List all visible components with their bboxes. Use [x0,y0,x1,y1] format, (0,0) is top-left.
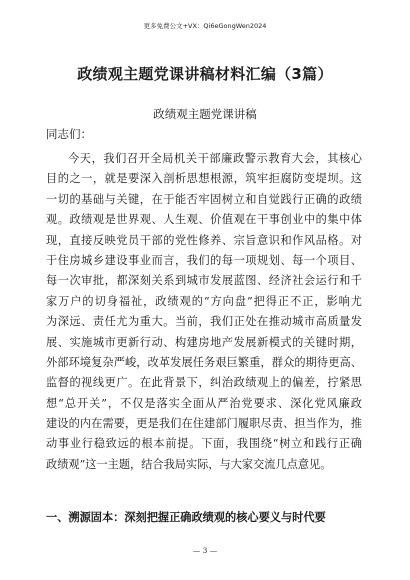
body-line: 于住房城乡建设事业而言，我们的每一项规划、每一个项目、 [46,253,362,267]
body-line: 动事业行稳致远的根本前提。下面，我围绕“树立和践行正确 [46,437,362,451]
body-line: 政绩观”这一主题，结合我局实际，与大家交流几点意见。 [46,457,332,471]
header-note: 更多免费公文+VX：Qi6eGongWen2024 [143,22,267,30]
body-line: 想“总开关”，不仅是落实全面从严治党要求、深化党风廉政 [46,396,362,410]
body-line: 家万户的切身福祉，政绩观的“方向盘”把得正不正，影响尤 [46,294,362,308]
section-heading: 一、溯源固本：深刻把握正确政绩观的核心要义与时代要 [46,511,326,524]
body-line: 目的之一，就是要深入剖析思想根源，筑牢拒腐防变堤坝。这 [46,172,362,186]
body-line: 展、实施城市更新行动、构建房地产发展新模式的关键时期， [46,335,362,349]
body-line: 今天，我们召开全局机关干部廉政警示教育大会，其核心 [68,152,362,165]
body-line: 外部环境复杂严峻，改革发展任务艰巨繁重，群众的期待更高、 [46,355,362,369]
salutation: 同志们： [46,127,92,141]
body-line: 观。政绩观是世界观、人生观、价值观在干事创业中的集中体 [46,213,362,227]
body-line: 现，直接反映党员干部的党性修养、宗旨意识和作风品格。对 [46,233,362,247]
page-number: — 3 — [192,546,218,555]
speech-title: 政绩观主题党课讲稿 [153,107,257,121]
document-title: 政绩观主题党课讲稿材料汇编（3篇） [77,65,333,83]
body-line: 为深远、责任尤为重大。当前，我们正处在推动城市高质量发 [46,315,362,329]
body-line: 一切的基础与关键，在于能否牢固树立和自觉践行正确的政绩 [46,192,362,206]
body-line: 每一次审批，都深刻关系到城市发展蓝图、经济社会运行和千 [46,274,362,288]
body-paragraph [46,149,362,475]
body-line: 监督的视线更广。在此背景下，纠治政绩观上的偏差，拧紧思 [46,376,362,390]
body-line: 建设的内在需要，更是我们在住建部门履职尽责、担当作为，推 [46,417,362,431]
